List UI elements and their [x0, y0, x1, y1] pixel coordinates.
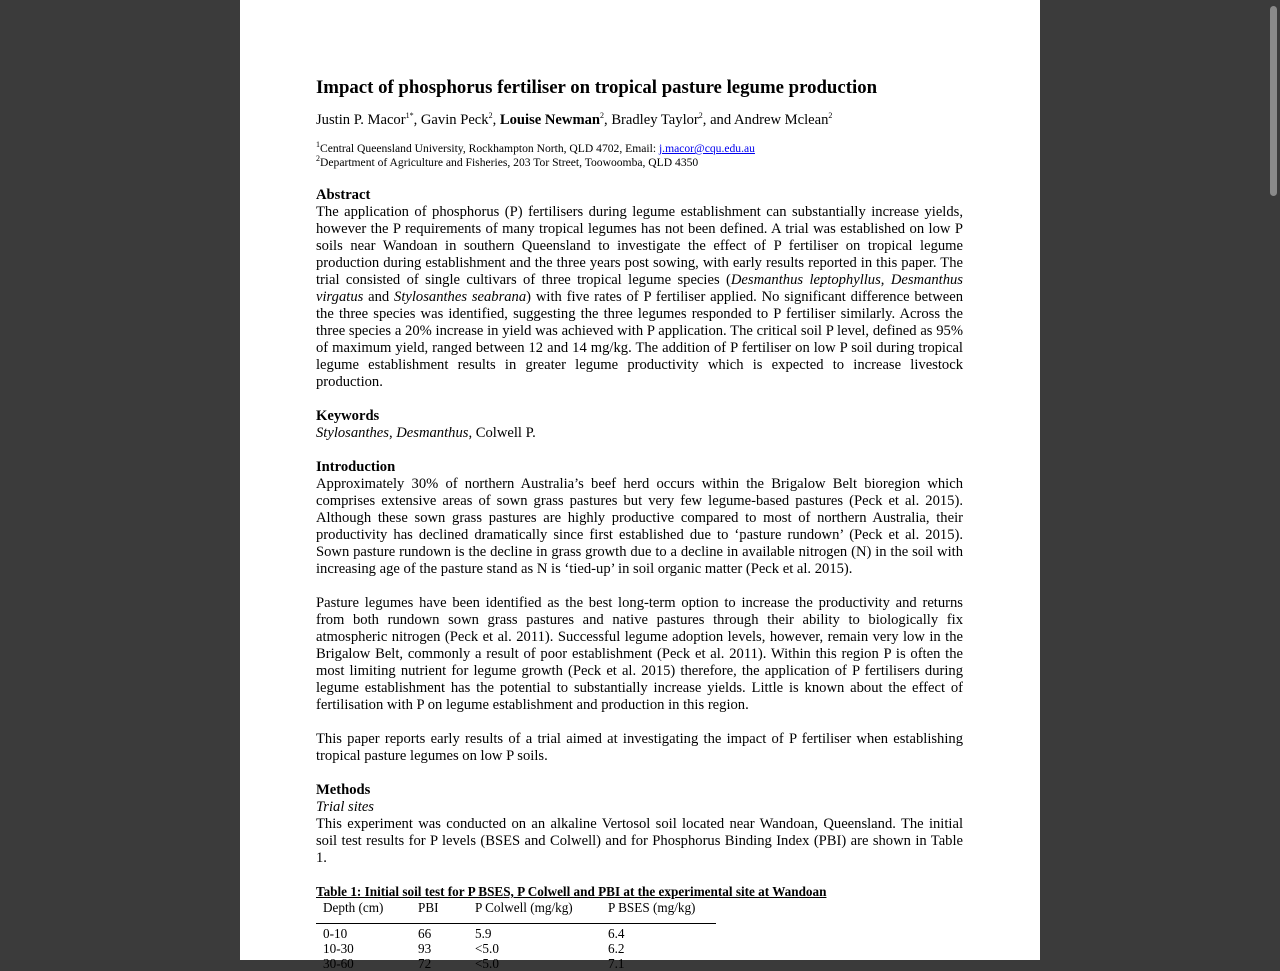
keywords-list — [316, 425, 963, 442]
column-header: P BSES (mg/kg) — [601, 900, 716, 924]
table-caption: Table 1: Initial soil test for P BSES, P Colwell and PBI at the experimental site at Wandoan — [316, 884, 827, 899]
keyword: Stylosanthes — [316, 425, 389, 441]
spacer — [316, 867, 963, 884]
spacer — [316, 578, 963, 595]
table-cell: <5.0 — [475, 941, 499, 956]
table-cell: 72 — [418, 956, 432, 971]
species-name: Stylosanthes seabrana — [394, 289, 527, 305]
keyword-separator: , — [388, 425, 397, 441]
author-email-link[interactable]: j.macor@cqu.edu.au — [658, 142, 755, 155]
author-separator: , — [413, 112, 421, 128]
author-separator: , — [492, 112, 500, 128]
introduction-paragraph-2: Pasture legumes have been identified as the best long-term option to increase the productivity and returns from both rundown sown grass pastures and native pastures through their ability to biologically fix atmospheric nitrogen (Peck et al. 2011). Successful legume adoption levels, however, remain very low in the Brigalow Belt, commonly a result of poor establishment (Peck et al. 2011). Within this region P is often the most limiting nutrient for legume growth (Peck et al. 2015) therefore, the application of P fertilisers during legume establishment has the potential to substantially increase yields. Little is known about the effect of fertilisation with P on legume establishment and production in this region. — [316, 595, 963, 713]
affiliations — [316, 142, 963, 170]
paper-title: Impact of phosphorus fertiliser on tropical pasture legume production — [316, 77, 878, 98]
affiliation-2 — [316, 156, 963, 170]
column-header: Depth (cm) — [316, 900, 411, 924]
spacer — [316, 442, 963, 459]
table-cell: 6.2 — [608, 941, 625, 956]
abstract-text: ) with five rates of P fertiliser applied. No significant difference between the three species was identified, suggesting the three legumes responded to P fertiliser similarly. Across the three species a 20% increase in yield was achieved with P application. The critical soil P level, defined as 95% of maximum yield, ranged between 12 and 14 mg/kg. The addition of P fertiliser on low P soil during tropical legume establishment results in greater legume productivity which is expected to increase livestock production. — [316, 289, 964, 390]
affiliation-text: Central Queensland University, Rockhampton North, QLD 4702, Email: — [320, 142, 659, 155]
spacer — [316, 714, 963, 731]
trial-sites-subheading: Trial sites — [316, 799, 374, 815]
table-cell: 30-60 — [323, 956, 354, 971]
introduction-paragraph-1: Approximately 30% of northern Australia’s beef herd occurs within the Brigalow Belt bioregion which comprises extensive areas of sown grass pastures but very few legume-based pastures (Peck et al. 2015). Although these sown grass pastures are highly productive compared to most of northern Australia, their productivity has declined dramatically since first established due to ‘pasture rundown’ (Peck et al. 2015). Sown pasture rundown is the decline in grass growth due to a decline in available nitrogen (N) in the soil with increasing age of the pasture stand as N is ‘tied-up’ in soil organic matter (Peck et al. 2015). — [316, 476, 963, 577]
author-affiliation-marker: 2 — [698, 111, 703, 121]
table-row — [316, 941, 716, 956]
methods-heading: Methods — [316, 782, 371, 798]
table-row — [316, 924, 716, 942]
table-cell: 10-30 — [323, 941, 354, 956]
table-cell: 0-10 — [323, 926, 348, 941]
affiliation-marker: 2 — [316, 154, 320, 164]
table-cell: <5.0 — [475, 956, 499, 971]
page-content — [316, 76, 963, 971]
table-cell: 7.1 — [608, 956, 625, 971]
introduction-paragraph-3: This paper reports early results of a trial aimed at investigating the impact of P fertiliser when establishing tropical pasture legumes on low P soils. — [316, 731, 963, 764]
abstract-text: and — [363, 289, 395, 305]
spacer — [316, 391, 963, 408]
author-name: Bradley Taylor — [611, 112, 699, 128]
author-name: Andrew Mclean — [734, 112, 829, 128]
document-page — [240, 0, 1040, 971]
keyword: , Colwell P. — [468, 425, 536, 441]
abstract-heading: Abstract — [316, 187, 371, 203]
scrollbar-thumb[interactable] — [1270, 6, 1277, 196]
table-row — [316, 956, 716, 971]
affiliation-1 — [316, 142, 963, 156]
column-header: P Colwell (mg/kg) — [468, 900, 601, 924]
table-cell: 6.4 — [608, 926, 625, 941]
vertical-scrollbar[interactable] — [1266, 0, 1280, 960]
author-separator: , — [604, 112, 612, 128]
author-list — [316, 111, 963, 129]
species-name: Desmanthus virgatus — [316, 272, 963, 305]
affiliation-text: Department of Agriculture and Fisheries, 203 Tor Street, Toowoomba, QLD 4350 — [320, 156, 699, 169]
affiliation-marker: 1 — [316, 140, 320, 150]
author-affiliation-marker: 2 — [600, 111, 605, 121]
author-name: Gavin Peck — [420, 112, 489, 128]
table-header-row — [316, 900, 716, 924]
table-cell: 93 — [418, 941, 432, 956]
spacer — [316, 765, 963, 782]
introduction-heading: Introduction — [316, 459, 396, 475]
author-name: Justin P. Macor — [316, 112, 406, 128]
table-cell: 5.9 — [475, 926, 492, 941]
keyword: Desmanthus — [396, 425, 469, 441]
author-separator: , and — [702, 112, 734, 128]
soil-test-table — [316, 900, 716, 971]
column-header: PBI — [411, 900, 468, 924]
abstract-text: The application of phosphorus (P) fertilisers during legume establishment can substantially increase yields, however the P requirements of many tropical legumes has not been defined. A trial was established on low P soils near Wandoan in southern Queensland to investigate the effect of P fertiliser on tropical legume production during establishment and the three years post sowing, with early results reported in this paper. The trial consisted of single cultivars of three tropical legume species ( — [316, 204, 963, 288]
author-affiliation-marker: 2 — [488, 111, 493, 121]
keywords-heading: Keywords — [316, 408, 380, 424]
abstract-paragraph — [316, 204, 963, 391]
author-affiliation-marker: 1* — [405, 111, 414, 121]
table-cell: 66 — [418, 926, 432, 941]
methods-paragraph-1: This experiment was conducted on an alkaline Vertosol soil located near Wandoan, Queensland. The initial soil test results for P levels (BSES and Colwell) and for Phosphorus Binding Index (PBI) are shown in Table 1. — [316, 816, 963, 866]
species-name: Desmanthus leptophyllus — [730, 272, 881, 288]
abstract-text: , — [880, 272, 891, 288]
author-affiliation-marker: 2 — [828, 111, 833, 121]
author-name: Louise Newman — [499, 112, 601, 128]
